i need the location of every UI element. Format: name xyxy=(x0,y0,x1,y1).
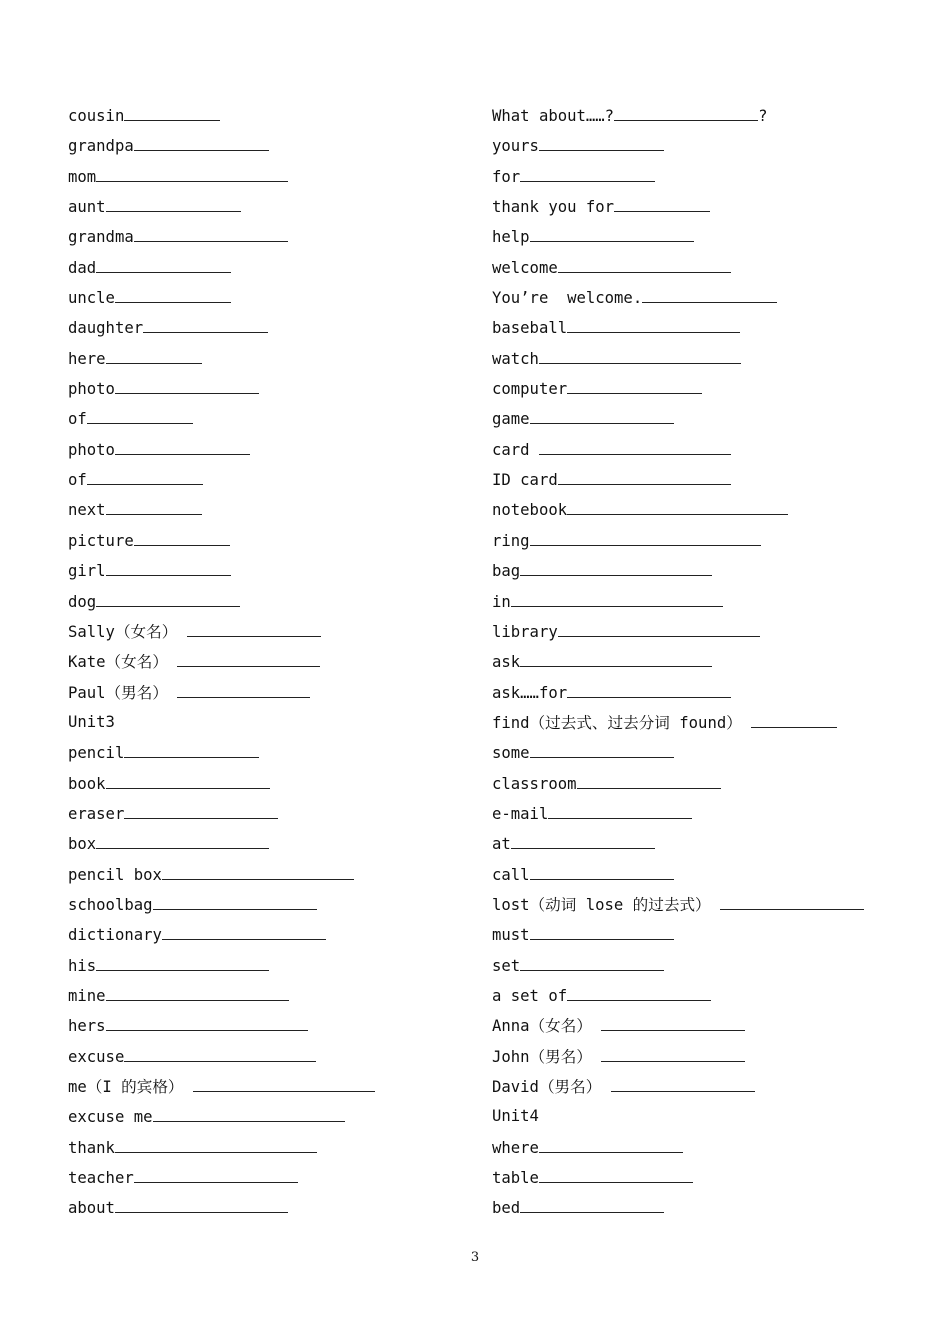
answer-blank[interactable] xyxy=(539,1134,683,1153)
answer-blank[interactable] xyxy=(539,345,741,364)
answer-blank[interactable] xyxy=(601,1043,745,1062)
vocab-item: box xyxy=(68,830,375,860)
vocab-item: schoolbag xyxy=(68,891,375,921)
vocab-item: help xyxy=(492,223,864,253)
vocab-item: where xyxy=(492,1134,864,1164)
vocab-item: set xyxy=(492,952,864,982)
vocab-item: What about……? ? xyxy=(492,102,864,132)
vocab-item: here xyxy=(68,345,375,375)
vocab-item: cousin xyxy=(68,102,375,132)
vocab-item: Anna（女名） xyxy=(492,1012,864,1042)
answer-blank[interactable] xyxy=(106,345,202,364)
answer-blank[interactable] xyxy=(106,1012,308,1031)
left-vocab-column xyxy=(68,102,375,1225)
answer-blank[interactable] xyxy=(530,921,674,940)
vocab-item: of xyxy=(68,405,375,435)
vocab-item: John（男名） xyxy=(492,1043,864,1073)
unit-heading: Unit4 xyxy=(492,1107,539,1126)
answer-blank[interactable] xyxy=(87,405,193,424)
answer-blank[interactable] xyxy=(162,861,354,880)
vocab-item: classroom xyxy=(492,770,864,800)
vocab-item: find（过去式、过去分词 found） xyxy=(492,709,864,739)
answer-blank[interactable] xyxy=(558,466,731,485)
answer-blank[interactable] xyxy=(187,618,321,637)
vocab-item: lost（动词 lose 的过去式） xyxy=(492,891,864,921)
answer-blank[interactable] xyxy=(124,102,220,121)
answer-blank[interactable] xyxy=(614,193,710,212)
vocab-item: photo xyxy=(68,436,375,466)
answer-blank[interactable] xyxy=(642,284,777,303)
vocab-item: mine xyxy=(68,982,375,1012)
answer-blank[interactable] xyxy=(511,588,723,607)
answer-blank[interactable] xyxy=(511,830,655,849)
answer-blank[interactable] xyxy=(611,1073,755,1092)
answer-blank[interactable] xyxy=(115,375,259,394)
answer-blank[interactable] xyxy=(520,952,664,971)
answer-blank[interactable] xyxy=(601,1012,745,1031)
vocab-item: David（男名） xyxy=(492,1073,864,1103)
answer-blank[interactable] xyxy=(614,102,758,121)
answer-blank[interactable] xyxy=(567,982,711,1001)
answer-blank[interactable] xyxy=(162,921,326,940)
vocab-item: Kate（女名） xyxy=(68,648,375,678)
vocab-item: ring xyxy=(492,527,864,557)
answer-blank[interactable] xyxy=(134,1164,298,1183)
answer-blank[interactable] xyxy=(106,982,289,1001)
vocab-item: teacher xyxy=(68,1164,375,1194)
answer-blank[interactable] xyxy=(143,314,268,333)
vocab-item: hers xyxy=(68,1012,375,1042)
answer-blank[interactable] xyxy=(193,1073,375,1092)
answer-blank[interactable] xyxy=(530,527,761,546)
answer-blank[interactable] xyxy=(548,800,692,819)
vocab-item: some xyxy=(492,739,864,769)
vocab-item: of xyxy=(68,466,375,496)
vocab-item: daughter xyxy=(68,314,375,344)
answer-blank[interactable] xyxy=(558,254,731,273)
vocab-item: ask……for xyxy=(492,679,864,709)
vocab-item: at xyxy=(492,830,864,860)
answer-blank[interactable] xyxy=(106,193,241,212)
answer-blank[interactable] xyxy=(153,891,317,910)
answer-blank[interactable] xyxy=(115,1194,288,1213)
vocab-item: ask xyxy=(492,648,864,678)
answer-blank[interactable] xyxy=(124,1043,316,1062)
vocab-item: excuse me xyxy=(68,1103,375,1133)
answer-blank[interactable] xyxy=(567,679,731,698)
answer-blank[interactable] xyxy=(96,952,269,971)
answer-blank[interactable] xyxy=(115,1134,317,1153)
answer-blank[interactable] xyxy=(115,436,250,455)
answer-blank[interactable] xyxy=(87,466,203,485)
answer-blank[interactable] xyxy=(567,314,740,333)
vocab-item: computer xyxy=(492,375,864,405)
right-vocab-column xyxy=(492,102,864,1225)
vocab-item: eraser xyxy=(68,800,375,830)
vocab-item: book xyxy=(68,770,375,800)
answer-blank[interactable] xyxy=(106,496,202,515)
answer-blank[interactable] xyxy=(115,284,231,303)
vocab-item: about xyxy=(68,1194,375,1224)
answer-blank[interactable] xyxy=(96,254,231,273)
vocab-item: Sally（女名） xyxy=(68,618,375,648)
vocab-item: picture xyxy=(68,527,375,557)
answer-blank[interactable] xyxy=(520,648,712,667)
vocab-item: his xyxy=(68,952,375,982)
answer-blank[interactable] xyxy=(520,163,655,182)
answer-blank[interactable] xyxy=(720,891,864,910)
vocab-item: next xyxy=(68,496,375,526)
answer-blank[interactable] xyxy=(520,557,712,576)
answer-blank[interactable] xyxy=(96,830,269,849)
vocab-item: grandpa xyxy=(68,132,375,162)
vocab-item: photo xyxy=(68,375,375,405)
vocab-item: dad xyxy=(68,254,375,284)
vocab-item: baseball xyxy=(492,314,864,344)
answer-blank[interactable] xyxy=(530,861,674,880)
vocab-item: yours xyxy=(492,132,864,162)
answer-blank[interactable] xyxy=(558,618,760,637)
answer-blank[interactable] xyxy=(567,496,788,515)
answer-blank[interactable] xyxy=(134,527,230,546)
answer-blank[interactable] xyxy=(124,800,278,819)
answer-blank[interactable] xyxy=(577,770,721,789)
vocab-item: library xyxy=(492,618,864,648)
vocab-item: must xyxy=(492,921,864,951)
vocab-item: ID card xyxy=(492,466,864,496)
answer-blank[interactable] xyxy=(96,588,240,607)
vocab-item: dog xyxy=(68,588,375,618)
vocab-item: in xyxy=(492,588,864,618)
vocab-item: dictionary xyxy=(68,921,375,951)
vocab-item: You’re welcome. xyxy=(492,284,864,314)
answer-blank[interactable] xyxy=(153,1103,345,1122)
answer-blank[interactable] xyxy=(520,1194,664,1213)
vocab-item: thank xyxy=(68,1134,375,1164)
answer-blank[interactable] xyxy=(134,132,269,151)
answer-blank[interactable] xyxy=(96,163,288,182)
vocab-item: uncle xyxy=(68,284,375,314)
answer-blank[interactable] xyxy=(177,648,320,667)
page-number: 3 xyxy=(470,1250,480,1265)
answer-blank[interactable] xyxy=(567,375,702,394)
vocab-item: call xyxy=(492,861,864,891)
answer-blank[interactable] xyxy=(177,679,310,698)
vocab-item: e-mail xyxy=(492,800,864,830)
vocab-item: game xyxy=(492,405,864,435)
answer-blank[interactable] xyxy=(539,132,664,151)
answer-blank[interactable] xyxy=(539,1164,693,1183)
vocab-item: notebook xyxy=(492,496,864,526)
answer-blank[interactable] xyxy=(134,223,288,242)
vocab-item: excuse xyxy=(68,1043,375,1073)
vocab-item: watch xyxy=(492,345,864,375)
answer-blank[interactable] xyxy=(530,739,674,758)
vocab-item: Paul（男名） xyxy=(68,679,375,709)
vocab-item: mom xyxy=(68,163,375,193)
vocab-item: me（I 的宾格） xyxy=(68,1073,375,1103)
vocab-item: welcome xyxy=(492,254,864,284)
vocab-item: for xyxy=(492,163,864,193)
answer-blank[interactable] xyxy=(751,709,837,728)
vocab-item: girl xyxy=(68,557,375,587)
vocab-item: bed xyxy=(492,1194,864,1224)
vocab-item: pencil xyxy=(68,739,375,769)
vocab-item: table xyxy=(492,1164,864,1194)
vocab-item: pencil box xyxy=(68,861,375,891)
vocab-item: grandma xyxy=(68,223,375,253)
answer-blank[interactable] xyxy=(106,557,231,576)
vocab-item: aunt xyxy=(68,193,375,223)
answer-blank[interactable] xyxy=(539,436,731,455)
unit-heading: Unit3 xyxy=(68,712,115,731)
answer-blank[interactable] xyxy=(106,770,270,789)
vocab-item: a set of xyxy=(492,982,864,1012)
vocab-item: bag xyxy=(492,557,864,587)
answer-blank[interactable] xyxy=(530,223,694,242)
answer-blank[interactable] xyxy=(530,405,674,424)
answer-blank[interactable] xyxy=(124,739,259,758)
vocab-item: card xyxy=(492,436,864,466)
vocab-item: thank you for xyxy=(492,193,864,223)
